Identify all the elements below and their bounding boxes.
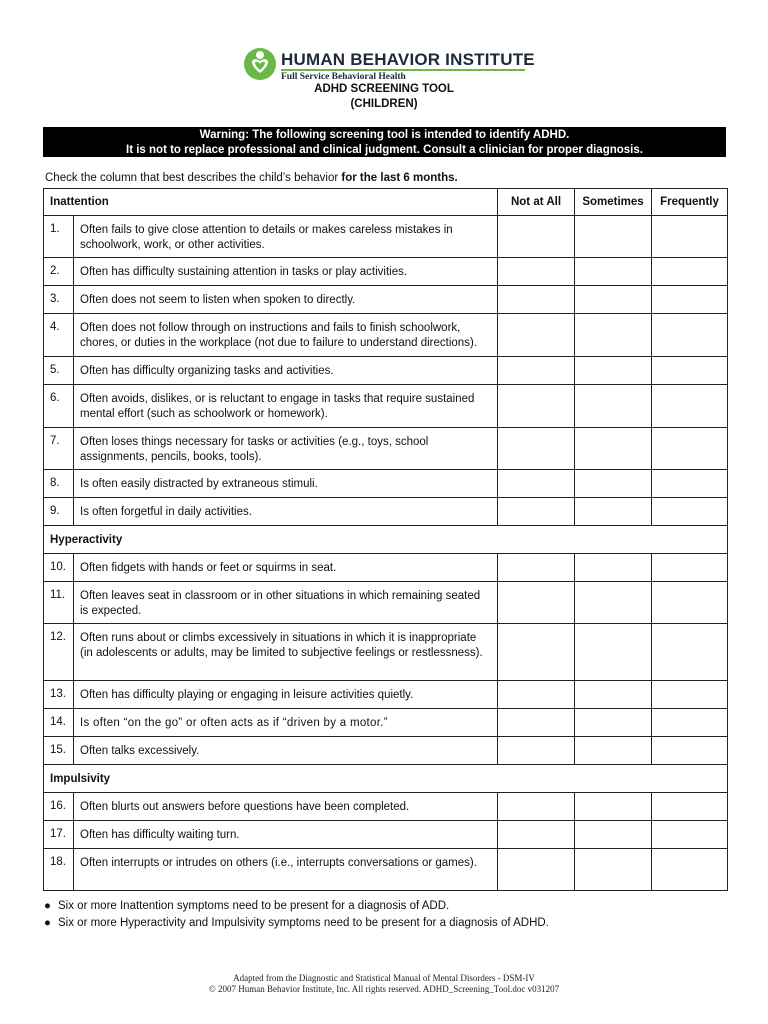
instruction-text: Check the column that best describes the child’s behavior bbox=[45, 172, 342, 184]
checkbox-cell-sometimes[interactable] bbox=[575, 428, 652, 470]
footer-source: Adapted from the Diagnostic and Statistical Manual of Mental Disorders - DSM-IV bbox=[233, 973, 535, 983]
checkbox-cell-frequently[interactable] bbox=[652, 357, 728, 385]
checkbox-cell-frequently[interactable] bbox=[652, 624, 728, 681]
checkbox-cell-frequently[interactable] bbox=[652, 821, 728, 849]
checkbox-cell-not-at-all[interactable] bbox=[498, 554, 575, 582]
warning-line-2: It is not to replace professional and clinical judgment. Consult a clinician for proper diagnosis. bbox=[126, 143, 643, 156]
item-text: Often leaves seat in classroom or in other situations in which remaining seated is expected. bbox=[74, 582, 498, 624]
item-number: 15. bbox=[44, 737, 74, 765]
warning-line-1: Warning: The following screening tool is intended to identify ADHD. bbox=[199, 129, 570, 141]
checkbox-cell-not-at-all[interactable] bbox=[498, 357, 575, 385]
item-text: Often does not follow through on instructions and fails to finish schoolwork, chores, or duties in the workplace (not due to failure to understand directions). bbox=[74, 314, 498, 357]
checkbox-cell-not-at-all[interactable] bbox=[498, 258, 575, 286]
checkbox-cell-frequently[interactable] bbox=[652, 498, 728, 526]
item-number: 3. bbox=[44, 286, 74, 314]
table-row bbox=[44, 849, 728, 891]
item-number: 12. bbox=[44, 624, 74, 681]
diagnosis-notes bbox=[44, 898, 549, 932]
logo-name: HUMAN BEHAVIOR INSTITUTE bbox=[281, 50, 535, 69]
checkbox-cell-sometimes[interactable] bbox=[575, 582, 652, 624]
item-number: 11. bbox=[44, 582, 74, 624]
checkbox-cell-sometimes[interactable] bbox=[575, 554, 652, 582]
table-row bbox=[44, 498, 728, 526]
checkbox-cell-not-at-all[interactable] bbox=[498, 385, 575, 428]
item-number: 16. bbox=[44, 793, 74, 821]
item-text: Often loses things necessary for tasks or activities (e.g., toys, school assignments, pencils, books, tools). bbox=[74, 428, 498, 470]
checkbox-cell-not-at-all[interactable] bbox=[498, 470, 575, 498]
logo-divider bbox=[281, 69, 525, 71]
item-number: 10. bbox=[44, 554, 74, 582]
item-text: Often interrupts or intrudes on others (i.e., interrupts conversations or games). bbox=[74, 849, 498, 891]
checkbox-cell-not-at-all[interactable] bbox=[498, 624, 575, 681]
table-row bbox=[44, 428, 728, 470]
checkbox-cell-frequently[interactable] bbox=[652, 681, 728, 709]
checkbox-cell-sometimes[interactable] bbox=[575, 624, 652, 681]
document-subtitle: (CHILDREN) bbox=[350, 98, 418, 110]
note-text: Six or more Hyperactivity and Impulsivity symptoms need to be present for a diagnosis of ADHD. bbox=[58, 917, 549, 929]
checkbox-cell-sometimes[interactable] bbox=[575, 849, 652, 891]
item-number: 2. bbox=[44, 258, 74, 286]
checkbox-cell-not-at-all[interactable] bbox=[498, 849, 575, 891]
checkbox-cell-sometimes[interactable] bbox=[575, 793, 652, 821]
checkbox-cell-frequently[interactable] bbox=[652, 554, 728, 582]
checkbox-cell-frequently[interactable] bbox=[652, 470, 728, 498]
table-row bbox=[44, 216, 728, 258]
table-header-row bbox=[44, 189, 728, 216]
item-text: Often has difficulty playing or engaging in leisure activities quietly. bbox=[74, 681, 498, 709]
item-number: 6. bbox=[44, 385, 74, 428]
warning-banner bbox=[43, 127, 726, 157]
checkbox-cell-frequently[interactable] bbox=[652, 216, 728, 258]
checkbox-cell-frequently[interactable] bbox=[652, 793, 728, 821]
checkbox-cell-sometimes[interactable] bbox=[575, 821, 652, 849]
checkbox-cell-sometimes[interactable] bbox=[575, 385, 652, 428]
item-number: 14. bbox=[44, 709, 74, 737]
item-number: 4. bbox=[44, 314, 74, 357]
item-text: Often blurts out answers before questions have been completed. bbox=[74, 793, 498, 821]
item-text: Often runs about or climbs excessively in situations in which it is inappropriate (in adolescents or adults, may be limited to subjective feelings or restlessness). bbox=[74, 624, 498, 681]
checkbox-cell-not-at-all[interactable] bbox=[498, 314, 575, 357]
checkbox-cell-frequently[interactable] bbox=[652, 385, 728, 428]
item-text: Often has difficulty waiting turn. bbox=[74, 821, 498, 849]
item-text: Often has difficulty sustaining attention in tasks or play activities. bbox=[74, 258, 498, 286]
item-number: 9. bbox=[44, 498, 74, 526]
item-text: Is often forgetful in daily activities. bbox=[74, 498, 498, 526]
item-text: Often has difficulty organizing tasks and activities. bbox=[74, 357, 498, 385]
item-text: Is often “on the go” or often acts as if “driven by a motor.” bbox=[74, 709, 498, 737]
instructions bbox=[45, 172, 458, 184]
checkbox-cell-sometimes[interactable] bbox=[575, 470, 652, 498]
item-number: 8. bbox=[44, 470, 74, 498]
checkbox-cell-not-at-all[interactable] bbox=[498, 498, 575, 526]
footer-copyright: © 2007 Human Behavior Institute, Inc. All rights reserved. ADHD_Screening_Tool.doc v031207 bbox=[208, 984, 560, 994]
section-row-hyperactivity bbox=[44, 526, 728, 554]
checkbox-cell-sometimes[interactable] bbox=[575, 258, 652, 286]
bullet-icon: ● bbox=[44, 917, 51, 929]
checkbox-cell-frequently[interactable] bbox=[652, 314, 728, 357]
checkbox-cell-sometimes[interactable] bbox=[575, 737, 652, 765]
instruction-emphasis: for the last 6 months. bbox=[341, 172, 458, 184]
item-text: Often avoids, dislikes, or is reluctant to engage in tasks that require sustained mental effort (such as schoolwork or homework). bbox=[74, 385, 498, 428]
note-text: Six or more Inattention symptoms need to be present for a diagnosis of ADD. bbox=[58, 900, 450, 912]
checkbox-cell-not-at-all[interactable] bbox=[498, 428, 575, 470]
item-number: 1. bbox=[44, 216, 74, 258]
checkbox-cell-frequently[interactable] bbox=[652, 737, 728, 765]
table-row bbox=[44, 709, 728, 737]
section-row-impulsivity bbox=[44, 765, 728, 793]
bullet-icon: ● bbox=[44, 900, 51, 912]
table-row bbox=[44, 385, 728, 428]
table-row bbox=[44, 357, 728, 385]
institute-logo bbox=[243, 46, 533, 86]
checkbox-cell-not-at-all[interactable] bbox=[498, 793, 575, 821]
item-number: 18. bbox=[44, 849, 74, 891]
table-row bbox=[44, 258, 728, 286]
section-heading: Hyperactivity bbox=[44, 526, 728, 554]
item-text: Often talks excessively. bbox=[74, 737, 498, 765]
checkbox-cell-frequently[interactable] bbox=[652, 849, 728, 891]
logo-tagline: Full Service Behavioral Health bbox=[281, 72, 406, 82]
item-text: Is often easily distracted by extraneous stimuli. bbox=[74, 470, 498, 498]
checkbox-cell-frequently[interactable] bbox=[652, 709, 728, 737]
table-row bbox=[44, 821, 728, 849]
checkbox-cell-sometimes[interactable] bbox=[575, 286, 652, 314]
checkbox-cell-not-at-all[interactable] bbox=[498, 216, 575, 258]
table-row bbox=[44, 554, 728, 582]
checkbox-cell-not-at-all[interactable] bbox=[498, 286, 575, 314]
checkbox-cell-not-at-all[interactable] bbox=[498, 709, 575, 737]
checkbox-cell-not-at-all[interactable] bbox=[498, 582, 575, 624]
table-row bbox=[44, 681, 728, 709]
checkbox-cell-frequently[interactable] bbox=[652, 258, 728, 286]
note-item bbox=[44, 898, 549, 915]
screening-table bbox=[43, 188, 728, 891]
checkbox-cell-not-at-all[interactable] bbox=[498, 737, 575, 765]
item-number: 7. bbox=[44, 428, 74, 470]
table-row bbox=[44, 582, 728, 624]
item-text: Often fidgets with hands or feet or squirms in seat. bbox=[74, 554, 498, 582]
item-text: Often fails to give close attention to details or makes careless mistakes in schoolwork, work, or other activities. bbox=[74, 216, 498, 258]
table-row bbox=[44, 470, 728, 498]
checkbox-cell-sometimes[interactable] bbox=[575, 357, 652, 385]
document-title: ADHD SCREENING TOOL bbox=[314, 83, 454, 95]
heart-person-icon bbox=[243, 46, 277, 82]
checkbox-cell-sometimes[interactable] bbox=[575, 314, 652, 357]
column-header-sometimes: Sometimes bbox=[575, 189, 652, 216]
item-number: 5. bbox=[44, 357, 74, 385]
checkbox-cell-sometimes[interactable] bbox=[575, 709, 652, 737]
table-row bbox=[44, 624, 728, 681]
column-header-frequently: Frequently bbox=[652, 189, 728, 216]
table-row bbox=[44, 314, 728, 357]
table-row bbox=[44, 793, 728, 821]
checkbox-cell-sometimes[interactable] bbox=[575, 681, 652, 709]
section-heading: Impulsivity bbox=[44, 765, 728, 793]
item-text: Often does not seem to listen when spoken to directly. bbox=[74, 286, 498, 314]
table-row bbox=[44, 286, 728, 314]
note-item bbox=[44, 915, 549, 932]
checkbox-cell-not-at-all[interactable] bbox=[498, 681, 575, 709]
item-number: 17. bbox=[44, 821, 74, 849]
section-heading-inattention: Inattention bbox=[44, 189, 498, 216]
column-header-not-at-all: Not at All bbox=[498, 189, 575, 216]
checkbox-cell-frequently[interactable] bbox=[652, 286, 728, 314]
checkbox-cell-not-at-all[interactable] bbox=[498, 821, 575, 849]
checkbox-cell-frequently[interactable] bbox=[652, 582, 728, 624]
checkbox-cell-sometimes[interactable] bbox=[575, 498, 652, 526]
item-number: 13. bbox=[44, 681, 74, 709]
table-row bbox=[44, 737, 728, 765]
checkbox-cell-sometimes[interactable] bbox=[575, 216, 652, 258]
checkbox-cell-frequently[interactable] bbox=[652, 428, 728, 470]
